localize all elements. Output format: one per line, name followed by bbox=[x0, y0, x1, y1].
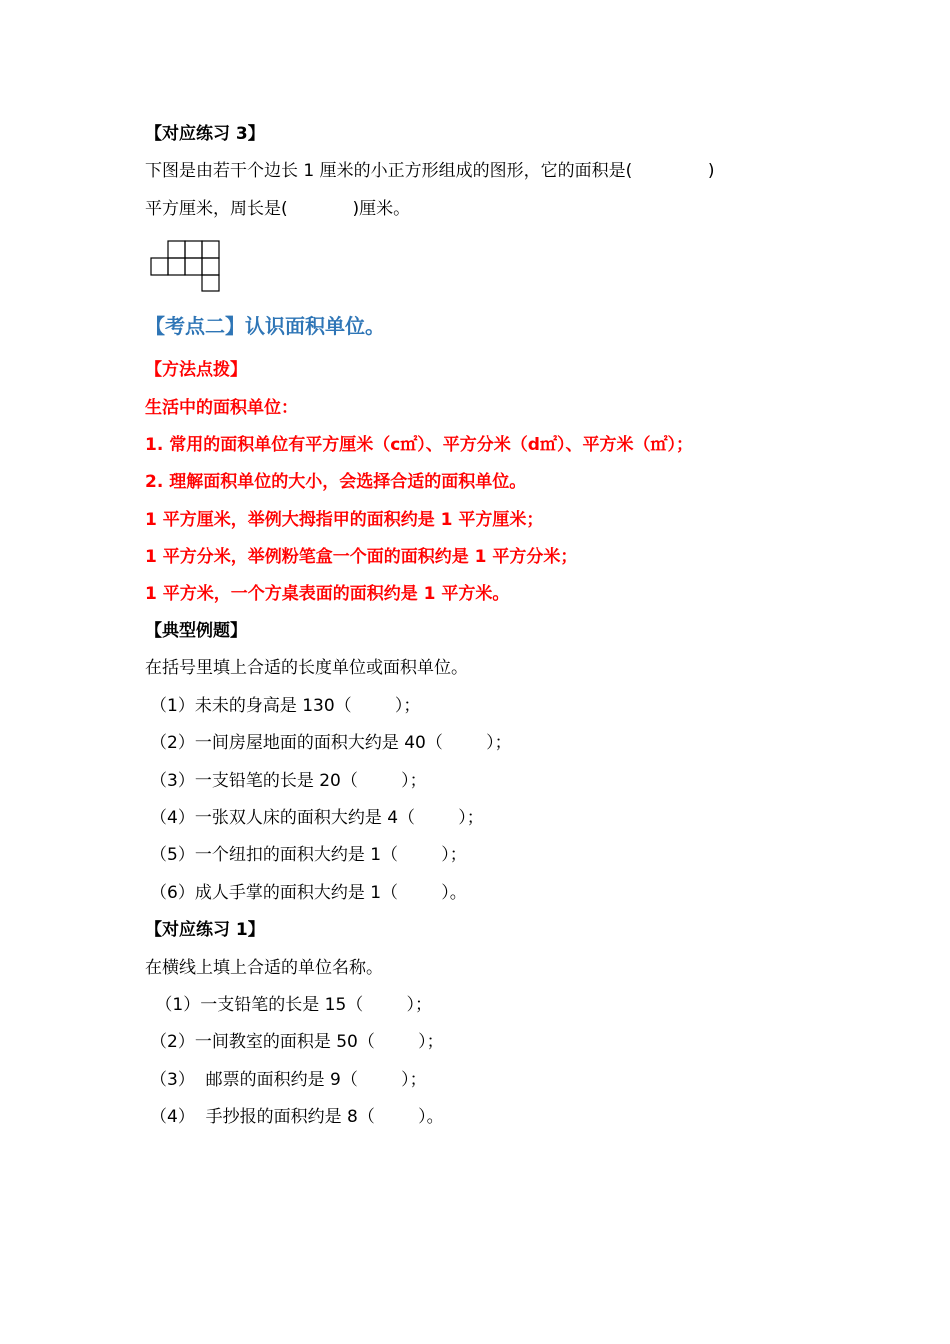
grid-square bbox=[151, 258, 168, 275]
grid-square bbox=[202, 258, 219, 275]
method-line: 2. 理解面积单位的大小，会选择合适的面积单位。 bbox=[145, 472, 527, 492]
practice3-question-line1: 下图是由若干个边长 1 厘米的小正方形组成的图形，它的面积是( ) bbox=[145, 161, 715, 181]
grid-square bbox=[202, 241, 219, 258]
grid-square bbox=[168, 241, 185, 258]
grid-square bbox=[168, 258, 185, 275]
example-item: （6）成人手掌的面积大约是 1（ ）。 bbox=[150, 883, 467, 903]
practice1-item: （4） 手抄报的面积约是 8（ ）。 bbox=[150, 1107, 444, 1127]
example-item: （1）未未的身高是 130（ ）； bbox=[150, 696, 421, 716]
square-grid-figure bbox=[150, 240, 224, 292]
example-instruction: 在括号里填上合适的长度单位或面积单位。 bbox=[145, 658, 468, 678]
practice1-heading: 【对应练习 1】 bbox=[145, 920, 265, 940]
method-line: 1. 常用的面积单位有平方厘米（c㎡）、平方分米（d㎡）、平方米（㎡）； bbox=[145, 435, 693, 455]
practice3-question-line2: 平方厘米，周长是( )厘米。 bbox=[145, 199, 411, 219]
method-heading: 【方法点拨】 bbox=[145, 360, 247, 380]
practice3-heading: 【对应练习 3】 bbox=[145, 124, 265, 144]
example-item: （4）一张双人床的面积大约是 4（ ）； bbox=[150, 808, 484, 828]
grid-square bbox=[202, 275, 219, 291]
method-line: 1 平方分米，举例粉笔盒一个面的面积约是 1 平方分米； bbox=[145, 547, 578, 567]
practice1-item: （1）一支铅笔的长是 15（ ）； bbox=[150, 995, 432, 1015]
section2-title: 【考点二】认识面积单位。 bbox=[145, 314, 385, 338]
method-line: 1 平方厘米，举例大拇指甲的面积约是 1 平方厘米； bbox=[145, 510, 544, 530]
practice1-instruction: 在横线上填上合适的单位名称。 bbox=[145, 958, 383, 978]
practice1-item: （3） 邮票的面积约是 9（ ）； bbox=[150, 1070, 427, 1090]
grid-square bbox=[185, 258, 202, 275]
example-heading: 【典型例题】 bbox=[145, 621, 247, 641]
practice1-item: （2）一间教室的面积是 50（ ）； bbox=[150, 1032, 444, 1052]
method-line: 生活中的面积单位： bbox=[145, 398, 298, 418]
example-item: （3）一支铅笔的长是 20（ ）； bbox=[150, 771, 427, 791]
example-item: （2）一间房屋地面的面积大约是 40（ ）； bbox=[150, 733, 512, 753]
method-line: 1 平方米，一个方桌表面的面积约是 1 平方米。 bbox=[145, 584, 510, 604]
example-item: （5）一个纽扣的面积大约是 1（ ）； bbox=[150, 845, 467, 865]
grid-square bbox=[185, 241, 202, 258]
